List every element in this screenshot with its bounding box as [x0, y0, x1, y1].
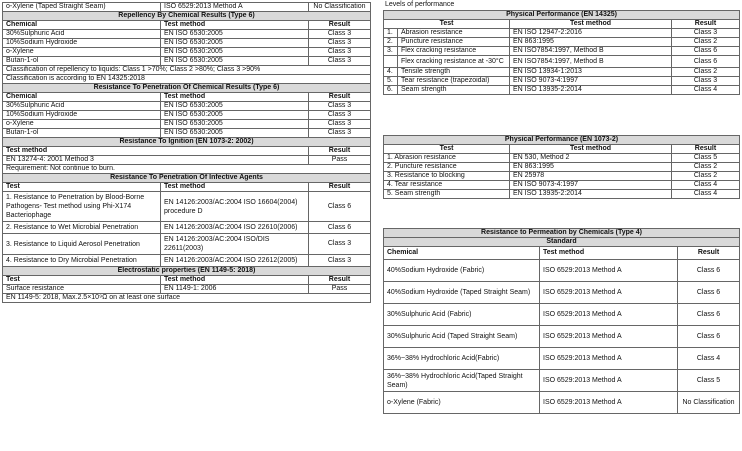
method-cell: ISO 6529:2013 Method A [540, 348, 678, 370]
method-cell: EN 863:1995 [510, 163, 672, 172]
table-row [384, 154, 740, 163]
result-cell: No Classification [678, 392, 740, 414]
result-cell: Class 4 [672, 86, 740, 95]
header-row [384, 145, 740, 154]
result-cell: Class 3 [309, 255, 371, 267]
row-number: 5. [384, 77, 398, 86]
method-cell: EN ISO 12947-2:2016 [510, 29, 672, 38]
table-row [384, 282, 740, 304]
result-cell: Pass [309, 156, 371, 165]
row-number [384, 56, 398, 68]
column-header: Chemical [3, 93, 161, 102]
test-cell: 1. Resistance to Penetration by Blood-Borne Pathogens- Test method using Phi-X174 Bacteriophage [3, 192, 161, 222]
table-row [384, 163, 740, 172]
levels-of-performance-label: Levels of performance [385, 1, 455, 8]
row-number: 3. [384, 47, 398, 56]
result-cell: Pass [309, 285, 371, 294]
method-cell: EN ISO 6530:2005 [161, 30, 309, 39]
column-header: Result [309, 21, 371, 30]
result-cell: Class 3 [309, 30, 371, 39]
table-row [3, 3, 371, 12]
method-cell: EN ISO 6530:2005 [161, 111, 309, 120]
result-cell: Class 6 [672, 47, 740, 56]
row-number: 4. [384, 68, 398, 77]
chemical-cell: 10%Sodium Hydroxide [3, 39, 161, 48]
column-header: Test method [161, 183, 309, 192]
row-number: 2. [384, 38, 398, 47]
method-cell: EN ISO 9073-4:1997 [510, 77, 672, 86]
column-header: Test [384, 20, 510, 29]
column-header: Result [672, 20, 740, 29]
column-header: Test method [161, 21, 309, 30]
test-cell: Tear resistance (trapezoidal) [398, 77, 510, 86]
test-cell: 5. Seam strength [384, 190, 510, 199]
method-cell: EN ISO 6530:2005 [161, 120, 309, 129]
column-header: Test method [3, 147, 309, 156]
test-cell: Tensile strength [398, 68, 510, 77]
result-cell: Class 3 [672, 77, 740, 86]
result-cell: Class 2 [672, 38, 740, 47]
result-cell: Class 4 [678, 348, 740, 370]
test-cell: 1. Abrasion resistance [384, 154, 510, 163]
method-cell: EN ISO 6530:2005 [161, 129, 309, 138]
test-cell: 2. Resistance to Wet Microbial Penetration [3, 222, 161, 234]
table-row [3, 255, 371, 267]
section-title-repellency: Repellency By Chemical Results (Type 6) [3, 12, 371, 21]
table-row [3, 120, 371, 129]
chemical-cell: 10%Sodium Hydroxide [3, 111, 161, 120]
physical-performance-14325-table [383, 10, 740, 95]
test-cell: 3. Resistance to Liquid Aerosol Penetration [3, 234, 161, 255]
result-cell: Class 2 [672, 68, 740, 77]
header-row [3, 183, 371, 192]
left-document-table [2, 2, 371, 303]
result-cell: Class 6 [309, 192, 371, 222]
table-row [384, 47, 740, 56]
column-header: Test method [161, 93, 309, 102]
test-cell: 3. Resistance to blocking [384, 172, 510, 181]
column-header: Test method [161, 276, 309, 285]
method-cell: EN ISO 9073-4:1997 [510, 181, 672, 190]
result-cell: Class 2 [672, 172, 740, 181]
header-row [384, 20, 740, 29]
section-title-ignition: Resistance To Ignition (EN 1073-2: 2002) [3, 138, 371, 147]
table-row [3, 192, 371, 222]
method-cell: EN 863:1995 [510, 38, 672, 47]
standard-subtitle: Standard [384, 238, 740, 247]
method-cell: EN 14126:2003/AC:2004 ISO 22610(2006) [161, 222, 309, 234]
method-cell: EN ISO 6530:2005 [161, 39, 309, 48]
table-row [384, 326, 740, 348]
result-cell: Class 3 [309, 102, 371, 111]
table-row [3, 111, 371, 120]
permeation-table [383, 228, 740, 414]
chemical-cell: 30%Sulphuric Acid (Fabric) [384, 304, 540, 326]
result-cell: Class 6 [309, 222, 371, 234]
column-header: Test method [540, 247, 678, 260]
chemical-cell: 36%~38% Hydrochloric Acid(Taped Straight Seam) [384, 370, 540, 392]
column-header: Result [309, 93, 371, 102]
method-cell: ISO 6529:2013 Method A [540, 392, 678, 414]
chemical-cell: 30%Sulphuric Acid [3, 30, 161, 39]
method-cell: EN 14126:2003/AC:2004 ISO/DIS 22611(2003) [161, 234, 309, 255]
table-row [384, 86, 740, 95]
table-row [384, 260, 740, 282]
chemical-cell: 40%Sodium Hydroxide (Taped Straight Seam) [384, 282, 540, 304]
result-cell: Class 4 [672, 181, 740, 190]
table-row [384, 56, 740, 68]
result-cell: Class 6 [678, 304, 740, 326]
column-header: Test method [510, 20, 672, 29]
table-row [3, 39, 371, 48]
header-row [384, 247, 740, 260]
column-header: Result [678, 247, 740, 260]
method-cell: EN 530, Method 2 [510, 154, 672, 163]
table-row [384, 68, 740, 77]
column-header: Result [309, 147, 371, 156]
result-cell: Class 5 [678, 370, 740, 392]
test-cell: Flex cracking resistance at -30°C [398, 56, 510, 68]
header-row [3, 93, 371, 102]
column-header: Test method [510, 145, 672, 154]
table-row [384, 172, 740, 181]
method-cell: EN ISO 6530:2005 [161, 102, 309, 111]
header-row [3, 21, 371, 30]
table-row [3, 234, 371, 255]
column-header: Result [672, 145, 740, 154]
column-header: Chemical [384, 247, 540, 260]
method-cell: EN 13274-4: 2001 Method 3 [3, 156, 309, 165]
result-cell: Class 4 [672, 190, 740, 199]
column-header: Test [3, 276, 161, 285]
section-title-electrostatic: Electrostatic properties (EN 1149-5: 2018) [3, 267, 371, 276]
result-cell: Class 6 [672, 56, 740, 68]
test-cell: Flex cracking resistance [398, 47, 510, 56]
table-row [384, 304, 740, 326]
table-row [384, 38, 740, 47]
result-cell: Class 6 [678, 260, 740, 282]
note-text: EN 1149-5: 2018, Max.2.5×10⁹Ω on at least one surface [3, 294, 371, 303]
method-cell: ISO 6529:2013 Method A [540, 304, 678, 326]
result-cell: Class 2 [672, 163, 740, 172]
chemical-cell: 36%~38% Hydrochloric Acid(Fabric) [384, 348, 540, 370]
chemical-cell: 30%Sulphuric Acid (Taped Straight Seam) [384, 326, 540, 348]
section-title-physical-14325: Physical Performance (EN 14325) [384, 11, 740, 20]
header-row [3, 147, 371, 156]
result-cell: Class 6 [678, 282, 740, 304]
method-cell: EN ISO 13935-2:2014 [510, 190, 672, 199]
method-cell: EN ISO 13935-2:2014 [510, 86, 672, 95]
section-title-physical-1073: Physical Performance (EN 1073-2) [384, 136, 740, 145]
header-row [3, 276, 371, 285]
result-cell: Class 3 [309, 48, 371, 57]
table-row [384, 348, 740, 370]
table-row [3, 102, 371, 111]
method-cell: EN ISO7854:1997, Method B [510, 56, 672, 68]
chemical-cell: o-Xylene (Taped Straight Seam) [3, 3, 161, 12]
test-cell: Surface resistance [3, 285, 161, 294]
chemical-cell: 40%Sodium Hydroxide (Fabric) [384, 260, 540, 282]
method-cell: ISO 6529:2013 Method A [540, 282, 678, 304]
chemical-cell: Butan-1-ol [3, 129, 161, 138]
column-header: Result [309, 276, 371, 285]
chemical-cell: Butan-1-ol [3, 57, 161, 66]
method-cell: EN 1149-1: 2006 [161, 285, 309, 294]
column-header: Test [3, 183, 161, 192]
table-row [384, 190, 740, 199]
result-cell: Class 3 [309, 120, 371, 129]
note-text: Requirement: Not continue to burn. [3, 165, 371, 174]
column-header: Test [384, 145, 510, 154]
method-cell: ISO 6529:2013 Method A [540, 326, 678, 348]
table-row [384, 77, 740, 86]
table-row [3, 30, 371, 39]
row-number: 1. [384, 29, 398, 38]
table-row [384, 181, 740, 190]
table-row [3, 48, 371, 57]
chemical-cell: o-Xylene [3, 120, 161, 129]
physical-performance-1073-table [383, 135, 740, 199]
table-row [384, 29, 740, 38]
result-cell: Class 3 [672, 29, 740, 38]
note-text: Classification is according to EN 14325:2018 [3, 75, 371, 84]
result-cell: Class 3 [309, 111, 371, 120]
test-cell: 4. Resistance to Dry Microbial Penetration [3, 255, 161, 267]
method-cell: EN ISO7854:1997, Method B [510, 47, 672, 56]
method-cell: EN ISO 6530:2005 [161, 48, 309, 57]
note-text: Classification of repellency to liquids: Class 1 >70%; Class 2 >80%; Class 3 >90% [3, 66, 371, 75]
result-cell: No Classification [309, 3, 371, 12]
method-cell: EN 25978 [510, 172, 672, 181]
method-cell: EN 14126:2003/AC:2004 ISO 16604(2004) procedure D [161, 192, 309, 222]
row-number: 6. [384, 86, 398, 95]
section-title-permeation: Resistance to Permeation by Chemicals (Type 4) [384, 229, 740, 238]
table-row [3, 129, 371, 138]
method-cell: EN 14126:2003/AC:2004 ISO 22612(2005) [161, 255, 309, 267]
test-cell: Puncture resistance [398, 38, 510, 47]
result-cell: Class 3 [309, 57, 371, 66]
method-cell: EN ISO 6530:2005 [161, 57, 309, 66]
result-cell: Class 6 [678, 326, 740, 348]
table-row [384, 392, 740, 414]
test-cell: 2. Puncture resistance [384, 163, 510, 172]
method-cell: EN ISO 13934-1:2013 [510, 68, 672, 77]
method-cell: ISO 6529:2013 Method A [161, 3, 309, 12]
table-row [3, 222, 371, 234]
column-header: Result [309, 183, 371, 192]
method-cell: ISO 6529:2013 Method A [540, 260, 678, 282]
result-cell: Class 3 [309, 39, 371, 48]
result-cell: Class 3 [309, 129, 371, 138]
result-cell: Class 3 [309, 234, 371, 255]
table-row [384, 370, 740, 392]
chemical-cell: 30%Sulphuric Acid [3, 102, 161, 111]
test-cell: 4. Tear resistance [384, 181, 510, 190]
column-header: Chemical [3, 21, 161, 30]
result-cell: Class 5 [672, 154, 740, 163]
method-cell: ISO 6529:2013 Method A [540, 370, 678, 392]
chemical-cell: o-Xylene (Fabric) [384, 392, 540, 414]
chemical-cell: o-Xylene [3, 48, 161, 57]
table-row [3, 285, 371, 294]
table-row [3, 57, 371, 66]
test-cell: Seam strength [398, 86, 510, 95]
section-title-penetration: Resistance To Penetration Of Chemical Results (Type 6) [3, 84, 371, 93]
section-title-infective: Resistance To Penetration Of Infective Agents [3, 174, 371, 183]
test-cell: Abrasion resistance [398, 29, 510, 38]
table-row [3, 156, 371, 165]
